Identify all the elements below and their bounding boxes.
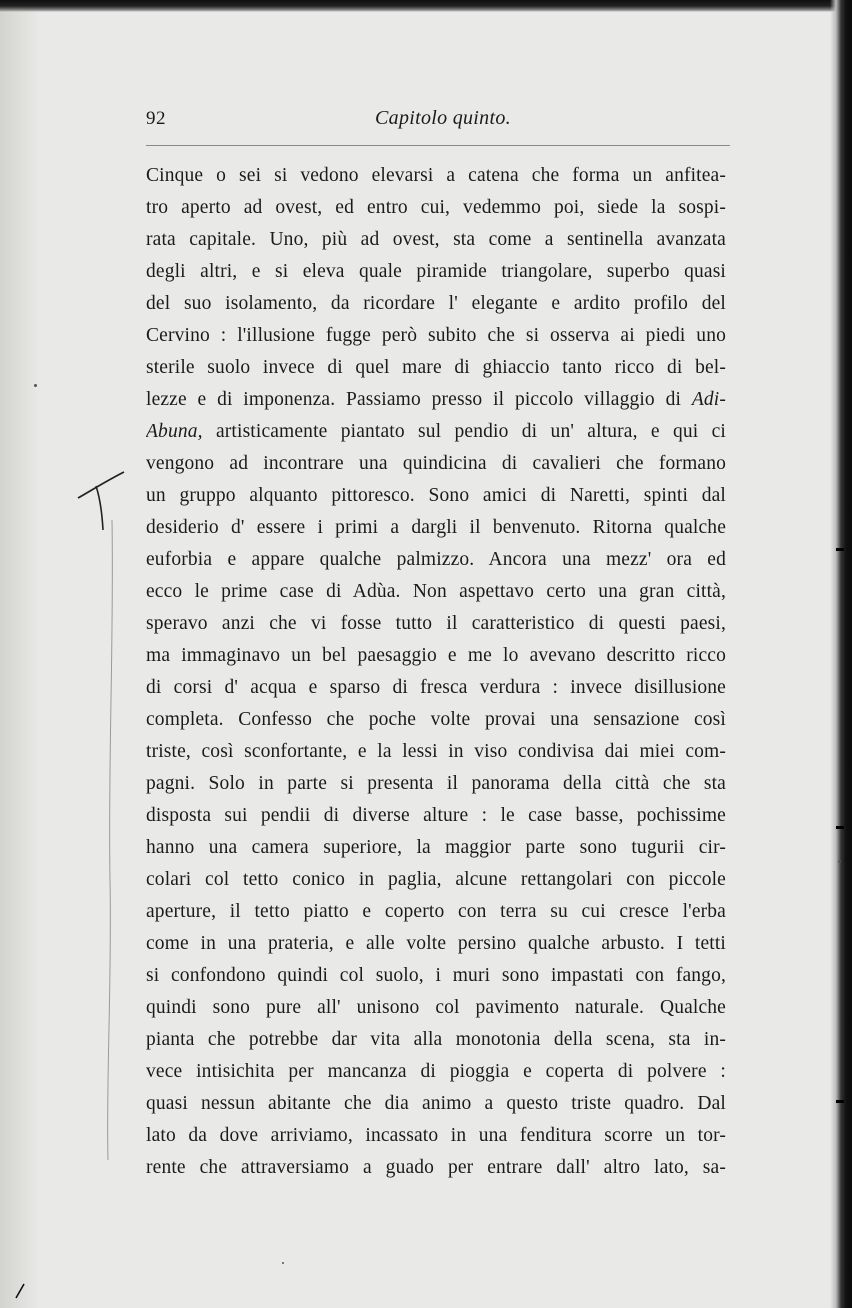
italic-place-name: Adi-	[691, 389, 726, 410]
scan-tick-mark	[836, 1100, 844, 1103]
running-title: Capitolo quinto.	[375, 107, 511, 129]
text-line: vengono ad incontrare una quindicina di cavalieri che formano	[146, 453, 726, 474]
text-line: disposta sui pendii di diverse alture : le case basse, pochissime	[146, 805, 726, 826]
text-line: triste, così sconfortante, e la lessi in viso condivisa dai miei com-	[146, 741, 726, 762]
scan-border-top	[0, 0, 852, 12]
scan-border-right	[830, 0, 852, 1308]
text-line: tro aperto ad ovest, ed entro cui, vedemmo poi, siede la sospi-	[146, 197, 726, 218]
text-line-with-italic	[146, 416, 726, 448]
text-line: desiderio d' essere i primi a dargli il benvenuto. Ritorna qualche	[146, 517, 726, 538]
scan-tick-mark	[836, 826, 844, 829]
page-header	[146, 104, 730, 144]
body-text	[146, 160, 726, 1184]
page-number: 92	[146, 108, 166, 129]
text-line: speravo anzi che vi fosse tutto il caratteristico di questi paesi,	[146, 613, 726, 634]
text-line: ma immaginavo un bel paesaggio e me lo avevano descritto ricco	[146, 645, 726, 666]
text-line: del suo isolamento, da ricordare l' elegante e ardito profilo del	[146, 293, 726, 314]
scan-tick-mark	[836, 548, 844, 551]
text-line-with-italic	[146, 384, 726, 416]
text-line: quindi sono pure all' unisono col pavimento naturale. Qualche	[146, 997, 726, 1018]
text-line: completa. Confesso che poche volte provai una sensazione così	[146, 709, 726, 730]
text-line: pianta che potrebbe dar vita alla monotonia della scena, sta in-	[146, 1029, 726, 1050]
corner-pencil-mark	[14, 1280, 28, 1300]
text-line: Cinque o sei si vedono elevarsi a catena che forma un anfitea-	[146, 165, 726, 186]
text-line: lato da dove arriviamo, incassato in una fenditura scorre un tor-	[146, 1125, 726, 1146]
header-rule	[146, 145, 730, 146]
text-line: colari col tetto conico in paglia, alcune rettangolari con piccole	[146, 869, 726, 890]
text-line: aperture, il tetto piatto e coperto con terra su cui cresce l'erba	[146, 901, 726, 922]
scan-speck	[838, 860, 841, 863]
scan-shadow-left	[0, 0, 40, 1308]
text-line: sterile suolo invece di quel mare di ghiaccio tanto ricco di bel-	[146, 357, 726, 378]
text-line: di corsi d' acqua e sparso di fresca verdura : invece disillusione	[146, 677, 726, 698]
scan-speck	[34, 384, 37, 387]
text-line: rente che attraversiamo a guado per entrare dall' altro lato, sa-	[146, 1157, 726, 1178]
text-segment: artisticamente piantato sul pendio di un' altura, e qui ci	[215, 421, 726, 442]
text-line: hanno una camera superiore, la maggior parte sono tugurii cir-	[146, 837, 726, 858]
text-line: degli altri, e si eleva quale piramide triangolare, superbo quasi	[146, 261, 726, 282]
text-line: pagni. Solo in parte si presenta il panorama della città che sta	[146, 773, 726, 794]
text-line: euforbia e appare qualche palmizzo. Ancora una mezz' ora ed	[146, 549, 726, 570]
text-line: quasi nessun abitante che dia animo a questo triste quadro. Dal	[146, 1093, 726, 1114]
scan-speck	[282, 1262, 284, 1264]
text-line: come in una prateria, e alle volte persino qualche arbusto. I tetti	[146, 933, 726, 954]
text-line: vece intisichita per mancanza di pioggia e coperta di polvere :	[146, 1061, 726, 1082]
pencil-margin-line	[94, 520, 124, 1160]
text-line: Cervino : l'illusione fugge però subito che si osserva ai piedi uno	[146, 325, 726, 346]
text-line: rata capitale. Uno, più ad ovest, sta come a sentinella avanzata	[146, 229, 726, 250]
italic-place-name: Abuna,	[146, 421, 203, 442]
text-line: un gruppo alquanto pittoresco. Sono amici di Naretti, spinti dal	[146, 485, 726, 506]
text-line: si confondono quindi col suolo, i muri sono impastati con fango,	[146, 965, 726, 986]
text-line: ecco le prime case di Adùa. Non aspettavo certo una gran città,	[146, 581, 726, 602]
text-segment: lezze e di imponenza. Passiamo presso il piccolo villaggio di	[146, 389, 682, 410]
